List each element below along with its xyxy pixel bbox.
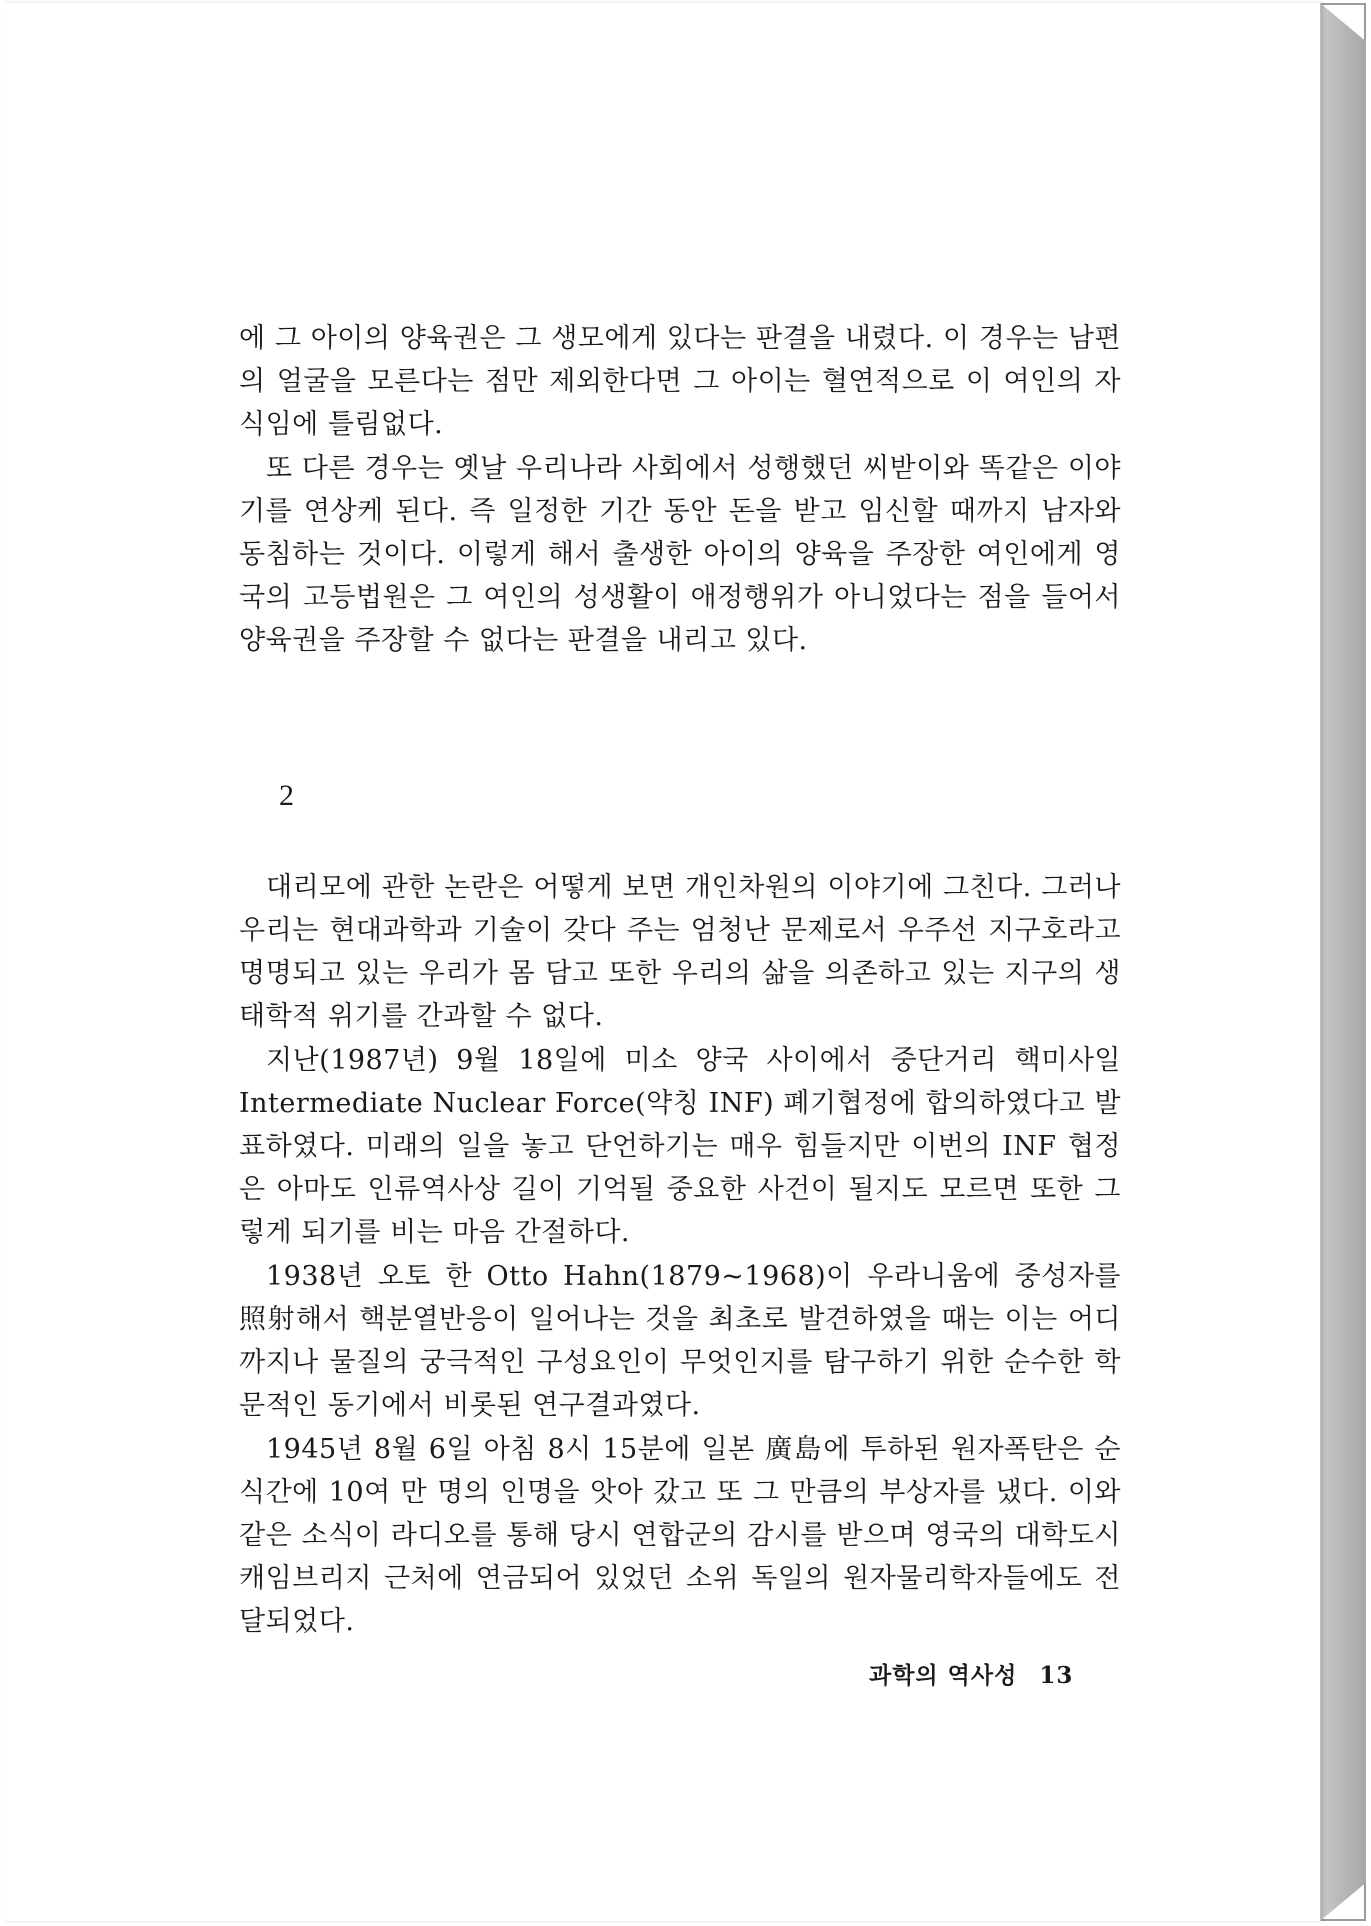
running-title: 과학의 역사성 — [869, 1662, 1018, 1689]
section-number: 2 — [279, 779, 294, 812]
book-page — [3, 3, 1321, 1921]
text-block-top — [239, 317, 1121, 662]
page-stack-edge — [1320, 3, 1366, 1921]
paragraph: 1938년 오토 한 Otto Hahn(1879~1968)이 우라니움에 중성자를 照射해서 핵분열반응이 일어나는 것을 최초로 발견하였을 때는 이는 어디까지나 물질의 궁극적인 구성요인이 무엇인지를 탐구하기 위한 순수한 학문적인 동기에서 비롯된 연구결과였다. — [239, 1261, 1121, 1421]
paragraph: 에 그 아이의 양육권은 그 생모에게 있다는 판결을 내렸다. 이 경우는 남편의 얼굴을 모른다는 점만 제외한다면 그 아이는 혈연적으로 이 여인의 자식임에 틀림없다. — [239, 323, 1121, 440]
paragraph: 또 다른 경우는 옛날 우리나라 사회에서 성행했던 씨받이와 똑같은 이야기를 연상케 된다. 즉 일정한 기간 동안 돈을 받고 임신할 때까지 남자와 동침하는 것이다. 이렇게 해서 출생한 아이의 양육을 주장한 여인에게 영국의 고등법원은 그 여인의 성생활이 애정행위가 아니었다는 점을 들어서 양육권을 주장할 수 없다는 판결을 내리고 있다. — [239, 453, 1121, 656]
text-block-bottom — [239, 866, 1121, 1643]
paragraph: 대리모에 관한 논란은 어떻게 보면 개인차원의 이야기에 그친다. 그러나 우리는 현대과학과 기술이 갖다 주는 엄청난 문제로서 우주선 지구호라고 명명되고 있는 우리가 몸 담고 또한 우리의 삶을 의존하고 있는 지구의 생태학적 위기를 간과할 수 없다. — [239, 872, 1121, 1032]
page-number: 13 — [1039, 1662, 1074, 1689]
running-footer — [869, 1657, 1073, 1690]
paragraph: 지난(1987년) 9월 18일에 미소 양국 사이에서 중단거리 핵미사일 Intermediate Nuclear Force(약칭 INF) 폐기협정에 합의하였다고 발표하였다. 미래의 일을 놓고 단언하기는 매우 힘들지만 이번의 INF 협정은 아마도 인류역사상 길이 기억될 중요한 사건이 될지도 모르면 또한 그렇게 되기를 비는 마음 간절하다. — [239, 1045, 1121, 1248]
paragraph: 1945년 8월 6일 아침 8시 15분에 일본 廣島에 투하된 원자폭탄은 순식간에 10여 만 명의 인명을 앗아 갔고 또 그 만큼의 부상자를 냈다. 이와 같은 소식이 라디오를 통해 당시 연합군의 감시를 받으며 영국의 대학도시 캐임브리지 근처에 연금되어 있었던 소위 독일의 원자물리학자들에도 전달되었다. — [239, 1434, 1121, 1637]
